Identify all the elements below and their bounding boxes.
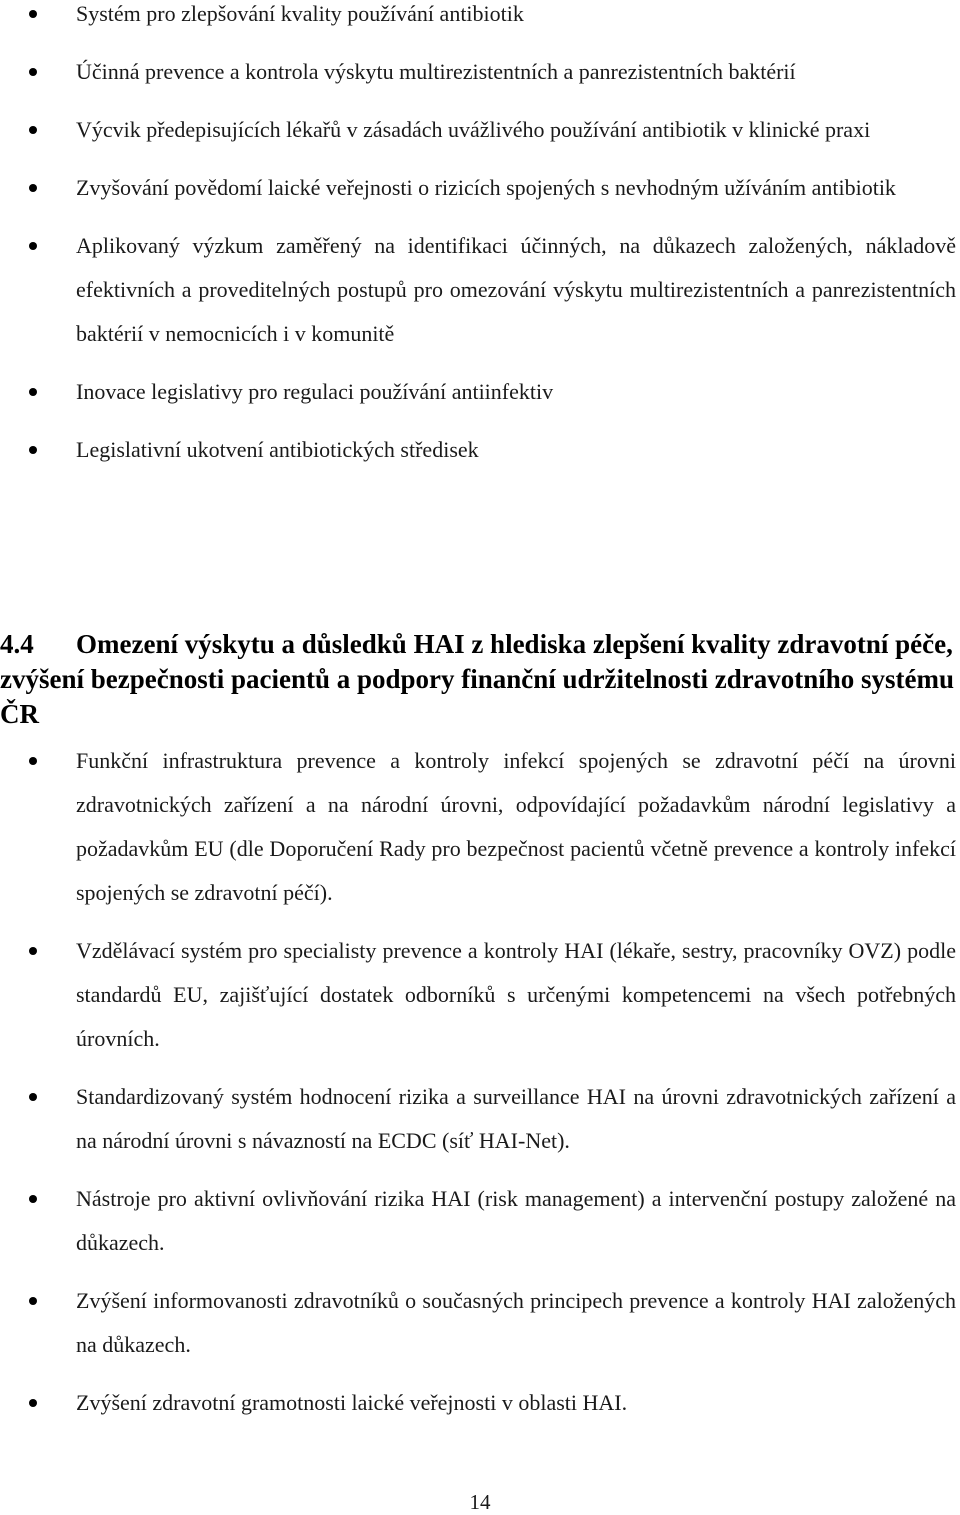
list-item <box>0 428 960 472</box>
list-item-text: Výcvik předepisujících lékařů v zásadách uvážlivého používání antibiotik v klinické praxi <box>76 117 871 142</box>
bullet-icon <box>29 757 37 765</box>
bullet-icon <box>29 1399 37 1407</box>
list-item-text: Standardizovaný systém hodnocení rizika a surveillance HAI na úrovni zdravotnických zařízení a na národní úrovni s návazností na ECDC (síť HAI-Net). <box>76 1084 956 1153</box>
list-item <box>0 0 960 36</box>
bullet-icon <box>29 242 37 250</box>
bullet-icon <box>29 68 37 76</box>
list-item <box>0 1075 960 1163</box>
list-item-text: Aplikovaný výzkum zaměřený na identifikaci účinných, na důkazech založených, nákladově efektivních a proveditelných postupů pro omezování výskytu multirezistentních a panrezistentních baktérií v nemocnicích i v komunitě <box>76 233 956 346</box>
list-item-text: Účinná prevence a kontrola výskytu multirezistentních a panrezistentních baktérií <box>76 59 796 84</box>
bullet-icon <box>29 1297 37 1305</box>
bullet-icon <box>29 10 37 18</box>
list-item <box>0 50 960 94</box>
list-item <box>0 1381 960 1425</box>
list-item <box>0 166 960 210</box>
list-item-text: Zvýšení zdravotní gramotnosti laické veřejnosti v oblasti HAI. <box>76 1390 628 1415</box>
list-item <box>0 370 960 414</box>
bullet-icon <box>29 1195 37 1203</box>
page-number: 14 <box>469 1490 491 1514</box>
list-item-text: Zvýšení informovanosti zdravotníků o současných principech prevence a kontroly HAI založených na důkazech. <box>76 1288 956 1357</box>
list-item-text: Zvyšování povědomí laické veřejnosti o rizicích spojených s nevhodným užíváním antibiotik <box>76 175 896 200</box>
bullet-icon <box>29 1093 37 1101</box>
bullet-icon <box>29 388 37 396</box>
list-item <box>0 929 960 1061</box>
list-item-text: Legislativní ukotvení antibiotických středisek <box>76 437 479 462</box>
list-item <box>0 739 960 915</box>
bullet-icon <box>29 184 37 192</box>
list-item-text: Nástroje pro aktivní ovlivňování rizika HAI (risk management) a intervenční postupy založené na důkazech. <box>76 1186 956 1255</box>
list-item <box>0 108 960 152</box>
section-heading <box>0 627 960 732</box>
bullet-icon <box>29 126 37 134</box>
goals-list <box>0 0 960 486</box>
section-title: Omezení výskytu a důsledků HAI z hlediska zlepšení kvality zdravotní péče, zvýšení bezpečnosti pacientů a podpory finanční udržitelnosti zdravotního systému ČR <box>0 629 955 729</box>
list-item-text: Systém pro zlepšování kvality používání antibiotik <box>76 1 524 26</box>
list-item <box>0 224 960 356</box>
list-item <box>0 1279 960 1367</box>
bullet-icon <box>29 446 37 454</box>
list-item-text: Inovace legislativy pro regulaci používání antiinfektiv <box>76 379 554 404</box>
list-item <box>0 1177 960 1265</box>
list-item-text: Funkční infrastruktura prevence a kontroly infekcí spojených se zdravotní péčí na úrovni zdravotnických zařízení a na národní úrovni, odpovídající požadavkům národní legislativy a požadavkům EU (dle Doporučení Rady pro bezpečnost pacientů včetně prevence a kontroly infekcí spojených se zdravotní péčí). <box>76 748 956 905</box>
list-item-text: Vzdělávací systém pro specialisty prevence a kontroly HAI (lékaře, sestry, pracovníky OVZ) podle standardů EU, zajišťující dostatek odborníků s určenými kompetencemi na všech potřebných úrovních. <box>76 938 956 1051</box>
section-number: 4.4 <box>0 629 34 659</box>
bullet-icon <box>29 947 37 955</box>
measures-list <box>0 739 960 1439</box>
